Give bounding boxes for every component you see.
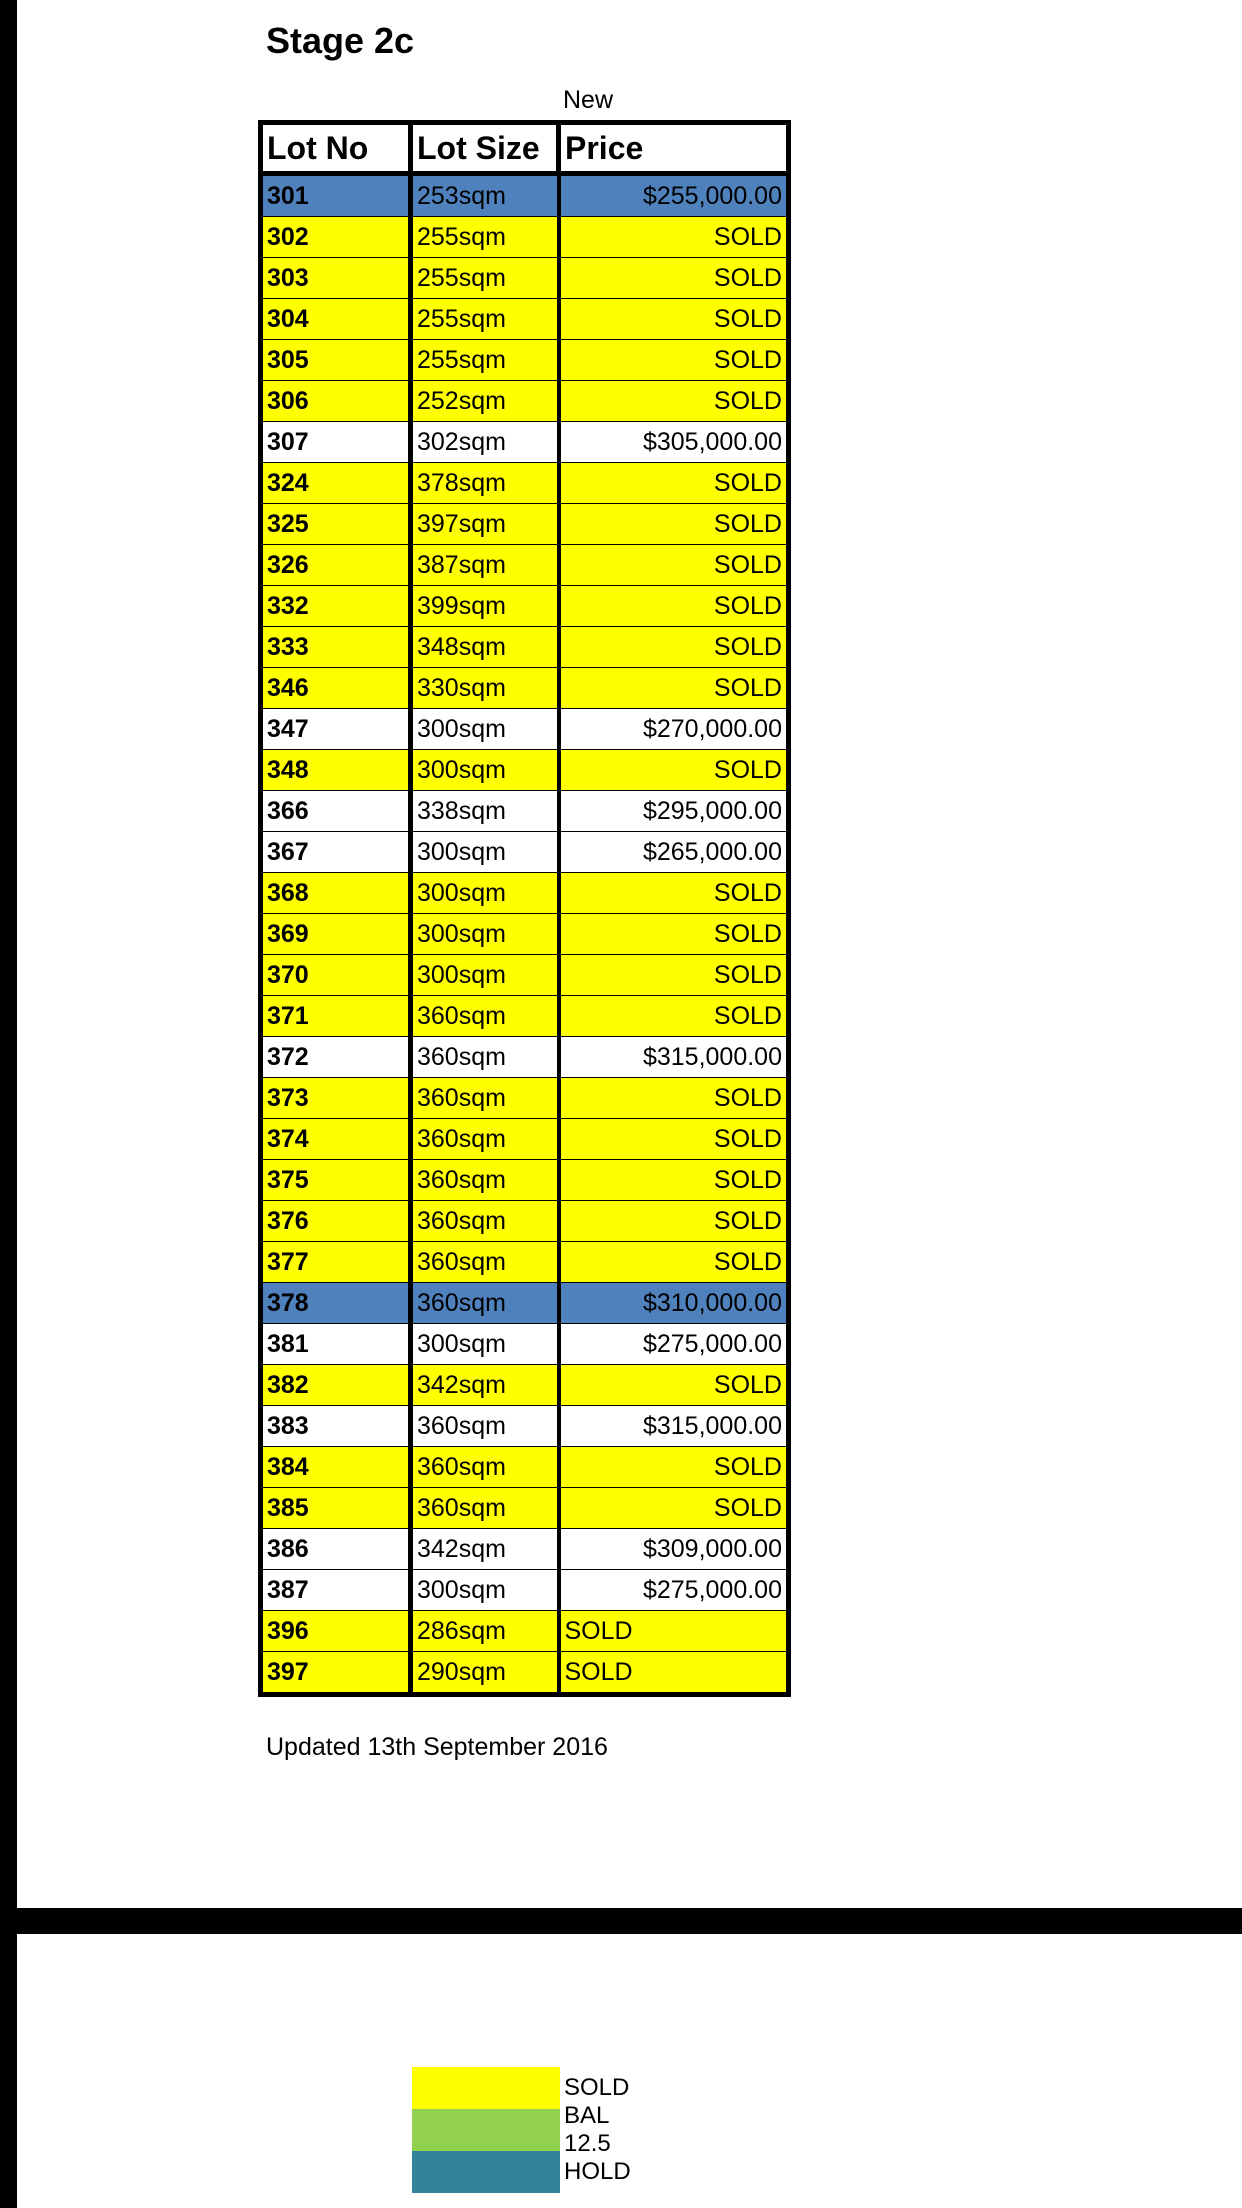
lot-number-cell: 304 [261, 299, 411, 340]
lot-size-cell: 300sqm [411, 914, 559, 955]
lot-size-cell: 255sqm [411, 258, 559, 299]
price-cell: $275,000.00 [559, 1324, 789, 1365]
lot-number-cell: 373 [261, 1078, 411, 1119]
price-cell: SOLD [559, 996, 789, 1037]
legend [412, 2067, 631, 2193]
table-row [261, 750, 789, 791]
lot-number-cell: 302 [261, 217, 411, 258]
table-row [261, 1078, 789, 1119]
price-cell: $315,000.00 [559, 1037, 789, 1078]
price-cell: SOLD [559, 545, 789, 586]
price-cell: SOLD [559, 1611, 789, 1652]
lot-size-cell: 255sqm [411, 340, 559, 381]
header-lot-no: Lot No [261, 123, 411, 174]
lot-size-cell: 378sqm [411, 463, 559, 504]
lot-size-cell: 360sqm [411, 1078, 559, 1119]
price-cell: SOLD [559, 258, 789, 299]
lot-number-cell: 370 [261, 955, 411, 996]
lot-number-cell: 346 [261, 668, 411, 709]
price-cell: SOLD [559, 914, 789, 955]
updated-date: Updated 13th September 2016 [266, 1733, 608, 1761]
lot-number-cell: 384 [261, 1447, 411, 1488]
lot-size-cell: 252sqm [411, 381, 559, 422]
lot-size-cell: 360sqm [411, 1037, 559, 1078]
table-row [261, 791, 789, 832]
table-row [261, 1406, 789, 1447]
lot-size-cell: 397sqm [411, 504, 559, 545]
table-row [261, 832, 789, 873]
legend-swatch [412, 2067, 560, 2109]
table-row [261, 1037, 789, 1078]
lot-number-cell: 303 [261, 258, 411, 299]
price-cell: SOLD [559, 1201, 789, 1242]
price-column-note: New [563, 86, 614, 114]
price-cell: SOLD [559, 627, 789, 668]
lot-number-cell: 383 [261, 1406, 411, 1447]
lot-size-cell: 387sqm [411, 545, 559, 586]
table-row [261, 668, 789, 709]
lot-size-cell: 360sqm [411, 996, 559, 1037]
lot-number-cell: 301 [261, 174, 411, 217]
table-row [261, 340, 789, 381]
price-cell: SOLD [559, 504, 789, 545]
lot-number-cell: 374 [261, 1119, 411, 1160]
table-row [261, 422, 789, 463]
lot-number-cell: 306 [261, 381, 411, 422]
lot-number-cell: 333 [261, 627, 411, 668]
price-cell: SOLD [559, 340, 789, 381]
price-cell: SOLD [559, 1160, 789, 1201]
table-row [261, 709, 789, 750]
price-cell: $315,000.00 [559, 1406, 789, 1447]
header-price: Price [559, 123, 789, 174]
price-cell: $275,000.00 [559, 1570, 789, 1611]
lot-number-cell: 387 [261, 1570, 411, 1611]
price-cell: SOLD [559, 217, 789, 258]
price-cell: SOLD [559, 750, 789, 791]
price-cell: SOLD [559, 586, 789, 627]
lot-size-cell: 360sqm [411, 1447, 559, 1488]
table-row [261, 1160, 789, 1201]
table-row [261, 627, 789, 668]
lot-size-cell: 360sqm [411, 1119, 559, 1160]
price-cell: SOLD [559, 381, 789, 422]
lot-size-cell: 290sqm [411, 1652, 559, 1695]
legend-label: BAL 12.5 [564, 2102, 611, 2157]
price-cell: $255,000.00 [559, 174, 789, 217]
table-row [261, 1488, 789, 1529]
lot-size-cell: 300sqm [411, 955, 559, 996]
price-cell: $265,000.00 [559, 832, 789, 873]
table-row [261, 1324, 789, 1365]
lot-size-cell: 255sqm [411, 299, 559, 340]
table-row [261, 1201, 789, 1242]
price-cell: SOLD [559, 873, 789, 914]
lot-number-cell: 386 [261, 1529, 411, 1570]
table-row [261, 463, 789, 504]
lot-number-cell: 326 [261, 545, 411, 586]
legend-label: SOLD [564, 2074, 630, 2101]
lot-size-cell: 300sqm [411, 1324, 559, 1365]
lot-size-cell: 399sqm [411, 586, 559, 627]
lot-size-cell: 286sqm [411, 1611, 559, 1652]
legend-item [412, 2102, 611, 2157]
table-row [261, 381, 789, 422]
lot-number-cell: 385 [261, 1488, 411, 1529]
table-row [261, 1529, 789, 1570]
lot-number-cell: 372 [261, 1037, 411, 1078]
lot-size-cell: 302sqm [411, 422, 559, 463]
price-cell: SOLD [559, 955, 789, 996]
lot-size-cell: 330sqm [411, 668, 559, 709]
lot-size-cell: 255sqm [411, 217, 559, 258]
lot-number-cell: 396 [261, 1611, 411, 1652]
lot-number-cell: 305 [261, 340, 411, 381]
lot-number-cell: 371 [261, 996, 411, 1037]
table-row [261, 1283, 789, 1324]
lot-number-cell: 367 [261, 832, 411, 873]
lot-number-cell: 348 [261, 750, 411, 791]
price-cell: SOLD [559, 299, 789, 340]
lot-number-cell: 376 [261, 1201, 411, 1242]
table-row [261, 1611, 789, 1652]
table-row [261, 1119, 789, 1160]
lot-size-cell: 300sqm [411, 709, 559, 750]
table-body [261, 174, 789, 1695]
table-row [261, 217, 789, 258]
table-row [261, 504, 789, 545]
table-row [261, 1447, 789, 1488]
lot-size-cell: 338sqm [411, 791, 559, 832]
legend-swatch [412, 2151, 560, 2193]
price-cell: $309,000.00 [559, 1529, 789, 1570]
lot-number-cell: 369 [261, 914, 411, 955]
price-cell: SOLD [559, 1365, 789, 1406]
price-cell: SOLD [559, 1242, 789, 1283]
lot-number-cell: 368 [261, 873, 411, 914]
price-cell: SOLD [559, 1447, 789, 1488]
lot-size-cell: 360sqm [411, 1201, 559, 1242]
price-cell: SOLD [559, 1119, 789, 1160]
lot-number-cell: 307 [261, 422, 411, 463]
price-cell: $295,000.00 [559, 791, 789, 832]
lot-size-cell: 342sqm [411, 1529, 559, 1570]
table-row [261, 1242, 789, 1283]
table-row [261, 545, 789, 586]
lot-size-cell: 360sqm [411, 1488, 559, 1529]
lot-size-cell: 360sqm [411, 1160, 559, 1201]
lot-number-cell: 377 [261, 1242, 411, 1283]
table-row [261, 299, 789, 340]
header-lot-size: Lot Size [411, 123, 559, 174]
lot-size-cell: 360sqm [411, 1242, 559, 1283]
table-row [261, 174, 789, 217]
lot-number-cell: 382 [261, 1365, 411, 1406]
lot-price-table [258, 120, 791, 1697]
lot-number-cell: 347 [261, 709, 411, 750]
table-row [261, 586, 789, 627]
legend-label: HOLD [564, 2158, 631, 2185]
lot-size-cell: 360sqm [411, 1283, 559, 1324]
price-cell: SOLD [559, 1652, 789, 1695]
legend-swatch [412, 2109, 560, 2151]
price-cell: $310,000.00 [559, 1283, 789, 1324]
legend-item [412, 2067, 630, 2109]
lot-number-cell: 381 [261, 1324, 411, 1365]
price-cell: SOLD [559, 1078, 789, 1119]
table-row [261, 258, 789, 299]
table-row [261, 996, 789, 1037]
lot-size-cell: 300sqm [411, 750, 559, 791]
lot-size-cell: 300sqm [411, 832, 559, 873]
lot-number-cell: 324 [261, 463, 411, 504]
table-row [261, 1570, 789, 1611]
table-row [261, 1652, 789, 1695]
legend-item [412, 2151, 631, 2193]
lot-number-cell: 397 [261, 1652, 411, 1695]
lot-number-cell: 366 [261, 791, 411, 832]
left-border-bar [0, 0, 17, 2208]
lot-size-cell: 348sqm [411, 627, 559, 668]
lot-size-cell: 342sqm [411, 1365, 559, 1406]
lot-number-cell: 332 [261, 586, 411, 627]
price-cell: $270,000.00 [559, 709, 789, 750]
lot-size-cell: 253sqm [411, 174, 559, 217]
table-header-row [261, 123, 789, 174]
price-cell: SOLD [559, 1488, 789, 1529]
page-title: Stage 2c [266, 20, 415, 61]
lot-size-cell: 300sqm [411, 873, 559, 914]
page-break-bar [17, 1908, 1242, 1934]
lot-size-cell: 360sqm [411, 1406, 559, 1447]
table-row [261, 914, 789, 955]
lot-number-cell: 375 [261, 1160, 411, 1201]
lot-size-cell: 300sqm [411, 1570, 559, 1611]
lot-number-cell: 325 [261, 504, 411, 545]
table-row [261, 873, 789, 914]
price-cell: SOLD [559, 463, 789, 504]
price-cell: $305,000.00 [559, 422, 789, 463]
price-cell: SOLD [559, 668, 789, 709]
table-row [261, 955, 789, 996]
lot-number-cell: 378 [261, 1283, 411, 1324]
table-row [261, 1365, 789, 1406]
